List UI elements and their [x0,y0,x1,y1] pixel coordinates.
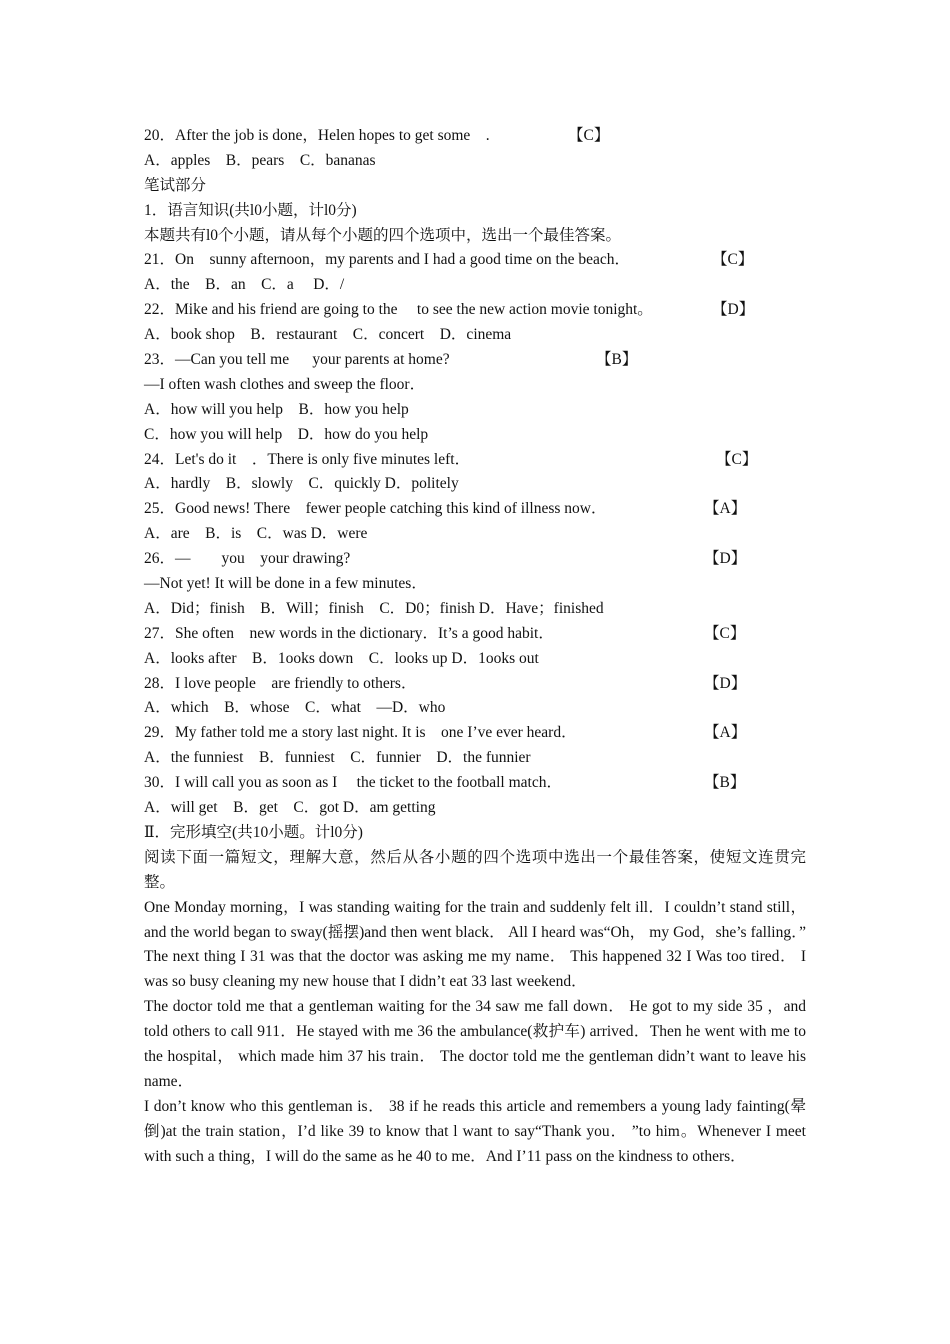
text-line [144,224,806,249]
answer-key: 【C】 [712,251,754,269]
question-line [144,547,806,572]
cloze-instructions: 阅读下面一篇短文，理解大意，然后从各小题的四个选项中选出一个最佳答案，使短文连贯完整。 [144,848,806,891]
question-line [144,124,806,149]
answer-key: 【D】 [712,301,755,319]
line-text: A．book shop B．restaurant C．concert D．cinema [144,326,512,344]
question-line [144,672,806,697]
line-text: 25．Good news! There fewer people catching this kind of illness now． [144,500,607,518]
answer-key: 【C】 [704,624,746,642]
line-text: —I often wash clothes and sweep the floor． [144,375,426,393]
line-text: 21．On sunny afternoon，my parents and I had a good time on the beach． [144,251,630,269]
text-line [144,746,806,771]
answer-key: 【B】 [596,351,638,369]
answer-key: 【A】 [704,500,747,518]
line-text: A．the B．an C．a D．/ [144,276,345,294]
text-line [144,647,806,672]
line-text: 22．Mike and his friend are going to the to see the new action movie tonight。 [144,301,653,319]
text-line [144,796,806,821]
question-line [144,771,806,796]
line-text: 本题共有l0个小题，请从每个小题的四个选项中，选出一个最佳答案。 [144,226,622,244]
line-text: A．Did；finish B．Will；finish C．D0；finish D．Have；finished [144,599,604,617]
question-line [144,622,806,647]
line-text: 20．After the job is done，Helen hopes to get some . [144,127,490,144]
exam-page [144,124,806,1170]
line-text: A．looks after B．1ooks down C．looks up D．1ooks out [144,649,539,667]
answer-key: 【C】 [568,127,610,144]
passage-paragraph-3: I don’t know who this gentleman is． 38 if he reads this article and remembers a young lady fainting(晕倒)at the train station，I’d like 39 to know that l want to say“Thank you． ”to him。Whenever I meet with such a thing，I will do the same as he 40 to me．And I’11 pass on the kindness to others． [144,1097,806,1165]
line-text: A．the funniest B．funniest C．funnier D．the funnier [144,749,531,767]
line-text: Ⅱ．完形填空(共10小题。计l0分) [144,823,363,841]
text-line [144,373,806,398]
text-line [144,821,806,846]
passage-paragraph-2: The doctor told me that a gentleman waiting for the 34 saw me fall down． He got to my side 35 ，and told others to call 911．He stayed with me 36 the ambulance(救护车) arrived．Then he went with me to the hospital， which made him 37 his train． The doctor told me the gentleman didn’t want to leave his name． [144,998,806,1090]
line-text: 24．Let's do it ．There is only five minutes left． [144,450,471,468]
text-line [144,174,806,199]
line-text: A．hardly B．slowly C．quickly D．politely [144,475,459,493]
answer-key: 【B】 [704,774,746,792]
line-text: 26．— you your drawing? [144,550,351,568]
line-text: 27．She often new words in the dictionary．It’s a good habit． [144,624,554,642]
line-text: 30．I will call you as soon as I the ticket to the football match． [144,774,562,792]
line-text: 笔试部分 [144,176,207,194]
text-line [144,572,806,597]
passage-paragraph-1: One Monday morning，I was standing waiting for the train and suddenly felt ill．I couldn’t stand still， and the world began to sway(摇摆)and then went black． All I heard was“Oh， my God，she’s falling．” The next thing I 31 was that the doctor was asking me my name． This happened 32 I Was too tired． I was so busy cleaning my new house that I didn’t eat 33 last weekend． [144,898,806,991]
question-line [144,448,806,473]
line-text: A．how will you help B．how you help [144,400,409,418]
question-list [144,124,806,846]
question-line [144,348,806,373]
line-text: A．will get B．get C．got D．am getting [144,799,436,817]
text-line [144,199,806,224]
line-text: 29．My father told me a story last night. It is one I’ve ever heard． [144,724,577,742]
answer-key: 【C】 [716,450,758,468]
line-text: 1．语言知识(共l0小题，计l0分) [144,201,357,219]
question-line [144,248,806,273]
answer-key: 【A】 [704,724,747,742]
answer-key: 【D】 [704,674,747,692]
question-line [144,721,806,746]
line-text: —Not yet! It will be done in a few minutes． [144,575,427,593]
text-line [144,597,806,622]
text-line [144,273,806,298]
text-line [144,472,806,497]
line-text: A．are B．is C．was D．were [144,525,368,543]
question-line [144,298,806,323]
line-text: A．apples B．pears C．bananas [144,151,376,169]
line-text: A．which B．whose C．what —D．who [144,699,446,717]
line-text: C．how you will help D．how do you help [144,425,429,443]
question-line [144,497,806,522]
text-line [144,696,806,721]
text-line [144,522,806,547]
line-text: 28．I love people are friendly to others． [144,674,417,692]
text-line [144,323,806,348]
line-text: 23．—Can you tell me your parents at home? [144,351,450,369]
answer-key: 【D】 [704,550,747,568]
text-line [144,398,806,423]
text-line [144,423,806,448]
text-line [144,149,806,174]
